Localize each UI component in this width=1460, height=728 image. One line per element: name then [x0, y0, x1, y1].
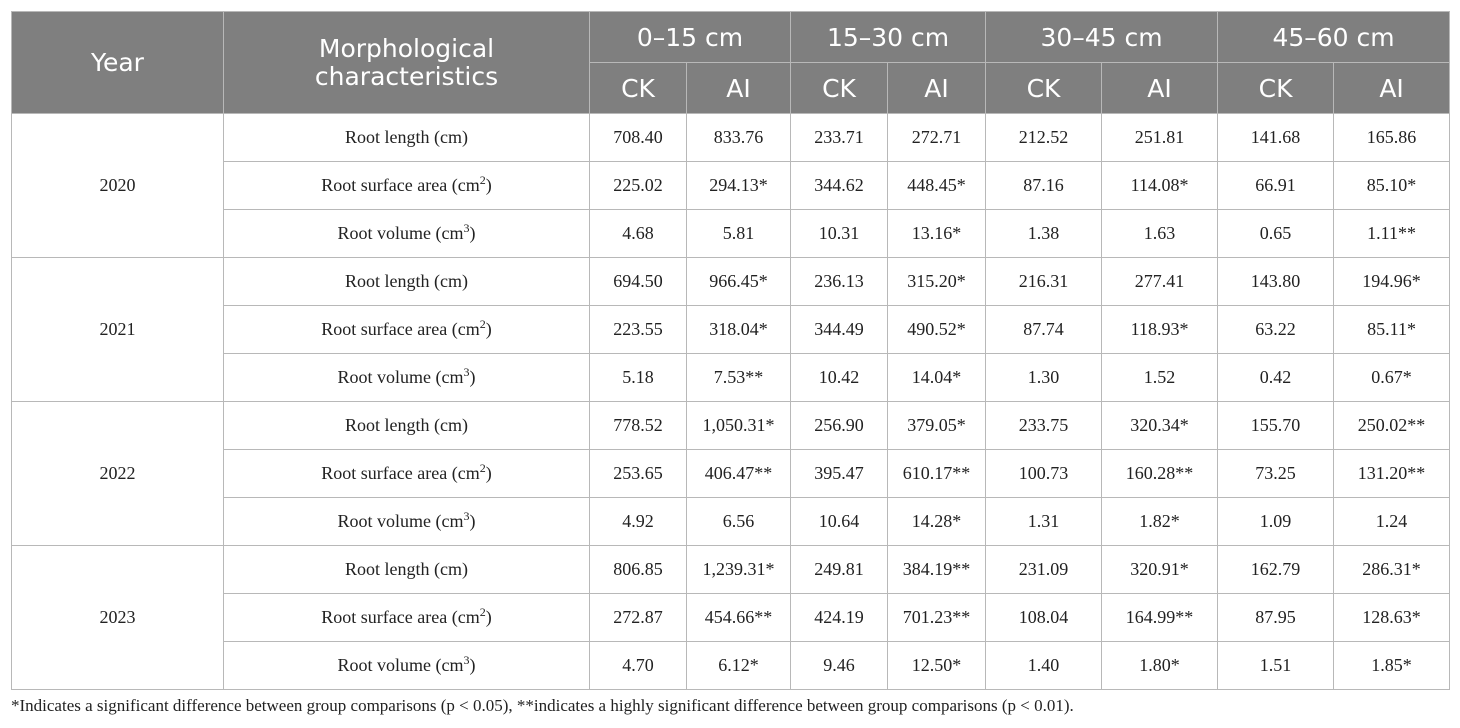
value-cell: 406.47**: [687, 450, 791, 498]
value-cell: 320.91*: [1102, 546, 1218, 594]
table-row: [12, 114, 1450, 162]
value-cell: 286.31*: [1334, 546, 1450, 594]
value-cell: 251.81: [1102, 114, 1218, 162]
value-cell: 108.04: [986, 594, 1102, 642]
characteristic-cell: Root volume $(cm^3)$: [224, 354, 590, 402]
value-cell: 231.09: [986, 546, 1102, 594]
value-cell: 10.64: [791, 498, 888, 546]
characteristic-cell: Root surface area $(cm^2)$: [224, 306, 590, 354]
value-cell: 701.23**: [888, 594, 986, 642]
value-cell: 1.24: [1334, 498, 1450, 546]
year-cell: 2022: [12, 402, 224, 546]
depth-header-45-60: 45–60 cm: [1218, 12, 1450, 63]
value-cell: 806.85: [590, 546, 687, 594]
value-cell: 223.55: [590, 306, 687, 354]
characteristic-cell: Root length (cm): [224, 114, 590, 162]
value-cell: 114.08*: [1102, 162, 1218, 210]
value-cell: 778.52: [590, 402, 687, 450]
year-cell: 2021: [12, 258, 224, 402]
table-row: [12, 306, 1450, 354]
morphological-characteristics-header: [224, 12, 590, 114]
value-cell: 277.41: [1102, 258, 1218, 306]
characteristic-cell: Root surface area $(cm^2)$: [224, 162, 590, 210]
value-cell: 6.56: [687, 498, 791, 546]
value-cell: 143.80: [1218, 258, 1334, 306]
characteristic-cell: Root volume $(cm^3)$: [224, 642, 590, 690]
value-cell: 233.75: [986, 402, 1102, 450]
depth-header-30-45: 30–45 cm: [986, 12, 1218, 63]
morph-header-line2: characteristics: [314, 61, 499, 91]
treatment-header-ck: CK: [590, 63, 687, 114]
table-row: [12, 546, 1450, 594]
value-cell: 164.99**: [1102, 594, 1218, 642]
table-row: [12, 258, 1450, 306]
value-cell: 162.79: [1218, 546, 1334, 594]
value-cell: 87.95: [1218, 594, 1334, 642]
value-cell: 1.82*: [1102, 498, 1218, 546]
value-cell: 0.67*: [1334, 354, 1450, 402]
treatment-header-ai: AI: [1102, 63, 1218, 114]
table-row: [12, 210, 1450, 258]
value-cell: 141.68: [1218, 114, 1334, 162]
value-cell: 87.74: [986, 306, 1102, 354]
value-cell: 5.81: [687, 210, 791, 258]
value-cell: 256.90: [791, 402, 888, 450]
value-cell: 448.45*: [888, 162, 986, 210]
value-cell: 0.65: [1218, 210, 1334, 258]
year-cell: 2023: [12, 546, 224, 690]
value-cell: 73.25: [1218, 450, 1334, 498]
table-row: [12, 498, 1450, 546]
treatment-header-ai: AI: [687, 63, 791, 114]
table-footnote: *Indicates a significant difference between group comparisons (p < 0.05), **indicates a highly significant difference between group comparisons (p < 0.01).: [11, 696, 1074, 715]
value-cell: 66.91: [1218, 162, 1334, 210]
value-cell: 233.71: [791, 114, 888, 162]
treatment-header-ck: CK: [1218, 63, 1334, 114]
value-cell: 610.17**: [888, 450, 986, 498]
value-cell: 4.92: [590, 498, 687, 546]
value-cell: 160.28**: [1102, 450, 1218, 498]
value-cell: 966.45*: [687, 258, 791, 306]
characteristic-cell: Root surface area $(cm^2)$: [224, 594, 590, 642]
value-cell: 1.63: [1102, 210, 1218, 258]
value-cell: 5.18: [590, 354, 687, 402]
value-cell: 320.34*: [1102, 402, 1218, 450]
characteristic-cell: Root length (cm): [224, 258, 590, 306]
value-cell: 395.47: [791, 450, 888, 498]
characteristic-cell: Root length (cm): [224, 546, 590, 594]
table-row: [12, 402, 1450, 450]
value-cell: 12.50*: [888, 642, 986, 690]
root-morphology-table: [11, 11, 1450, 690]
characteristic-cell: Root length (cm): [224, 402, 590, 450]
value-cell: 194.96*: [1334, 258, 1450, 306]
value-cell: 13.16*: [888, 210, 986, 258]
value-cell: 155.70: [1218, 402, 1334, 450]
value-cell: 1.11**: [1334, 210, 1450, 258]
table-row: [12, 594, 1450, 642]
value-cell: 1.09: [1218, 498, 1334, 546]
value-cell: 490.52*: [888, 306, 986, 354]
value-cell: 216.31: [986, 258, 1102, 306]
value-cell: 315.20*: [888, 258, 986, 306]
table-body: [12, 114, 1450, 690]
value-cell: 165.86: [1334, 114, 1450, 162]
value-cell: 6.12*: [687, 642, 791, 690]
table-header: [12, 12, 1450, 114]
characteristic-cell: Root volume $(cm^3)$: [224, 210, 590, 258]
year-cell: 2020: [12, 114, 224, 258]
value-cell: 250.02**: [1334, 402, 1450, 450]
value-cell: 1.40: [986, 642, 1102, 690]
depth-header-15-30: 15–30 cm: [791, 12, 986, 63]
table-row: [12, 450, 1450, 498]
table-row: [12, 642, 1450, 690]
value-cell: 4.70: [590, 642, 687, 690]
value-cell: 1,239.31*: [687, 546, 791, 594]
value-cell: 14.04*: [888, 354, 986, 402]
morph-header-line1: Morphological: [318, 33, 495, 63]
value-cell: 294.13*: [687, 162, 791, 210]
value-cell: 253.65: [590, 450, 687, 498]
value-cell: 85.11*: [1334, 306, 1450, 354]
value-cell: 249.81: [791, 546, 888, 594]
value-cell: 1.85*: [1334, 642, 1450, 690]
treatment-header-ck: CK: [791, 63, 888, 114]
table-row: [12, 162, 1450, 210]
value-cell: 1.38: [986, 210, 1102, 258]
value-cell: 1.80*: [1102, 642, 1218, 690]
value-cell: 424.19: [791, 594, 888, 642]
value-cell: 833.76: [687, 114, 791, 162]
table-row: [12, 354, 1450, 402]
characteristic-cell: Root volume $(cm^3)$: [224, 498, 590, 546]
value-cell: 272.71: [888, 114, 986, 162]
value-cell: 1.52: [1102, 354, 1218, 402]
value-cell: 708.40: [590, 114, 687, 162]
value-cell: 1.30: [986, 354, 1102, 402]
table-container: [11, 11, 1449, 690]
value-cell: 225.02: [590, 162, 687, 210]
value-cell: 1,050.31*: [687, 402, 791, 450]
value-cell: 236.13: [791, 258, 888, 306]
value-cell: 9.46: [791, 642, 888, 690]
treatment-header-ck: CK: [986, 63, 1102, 114]
value-cell: 100.73: [986, 450, 1102, 498]
treatment-header-ai: AI: [888, 63, 986, 114]
value-cell: 128.63*: [1334, 594, 1450, 642]
value-cell: 0.42: [1218, 354, 1334, 402]
value-cell: 1.51: [1218, 642, 1334, 690]
value-cell: 10.42: [791, 354, 888, 402]
value-cell: 1.31: [986, 498, 1102, 546]
value-cell: 118.93*: [1102, 306, 1218, 354]
value-cell: 87.16: [986, 162, 1102, 210]
value-cell: 7.53**: [687, 354, 791, 402]
value-cell: 344.62: [791, 162, 888, 210]
value-cell: 379.05*: [888, 402, 986, 450]
value-cell: 85.10*: [1334, 162, 1450, 210]
value-cell: 454.66**: [687, 594, 791, 642]
treatment-header-ai: AI: [1334, 63, 1450, 114]
value-cell: 344.49: [791, 306, 888, 354]
value-cell: 318.04*: [687, 306, 791, 354]
characteristic-cell: Root surface area $(cm^2)$: [224, 450, 590, 498]
value-cell: 10.31: [791, 210, 888, 258]
value-cell: 694.50: [590, 258, 687, 306]
value-cell: 131.20**: [1334, 450, 1450, 498]
year-header: Year: [12, 12, 224, 114]
value-cell: 272.87: [590, 594, 687, 642]
value-cell: 14.28*: [888, 498, 986, 546]
value-cell: 63.22: [1218, 306, 1334, 354]
value-cell: 384.19**: [888, 546, 986, 594]
value-cell: 212.52: [986, 114, 1102, 162]
depth-header-0-15: 0–15 cm: [590, 12, 791, 63]
value-cell: 4.68: [590, 210, 687, 258]
